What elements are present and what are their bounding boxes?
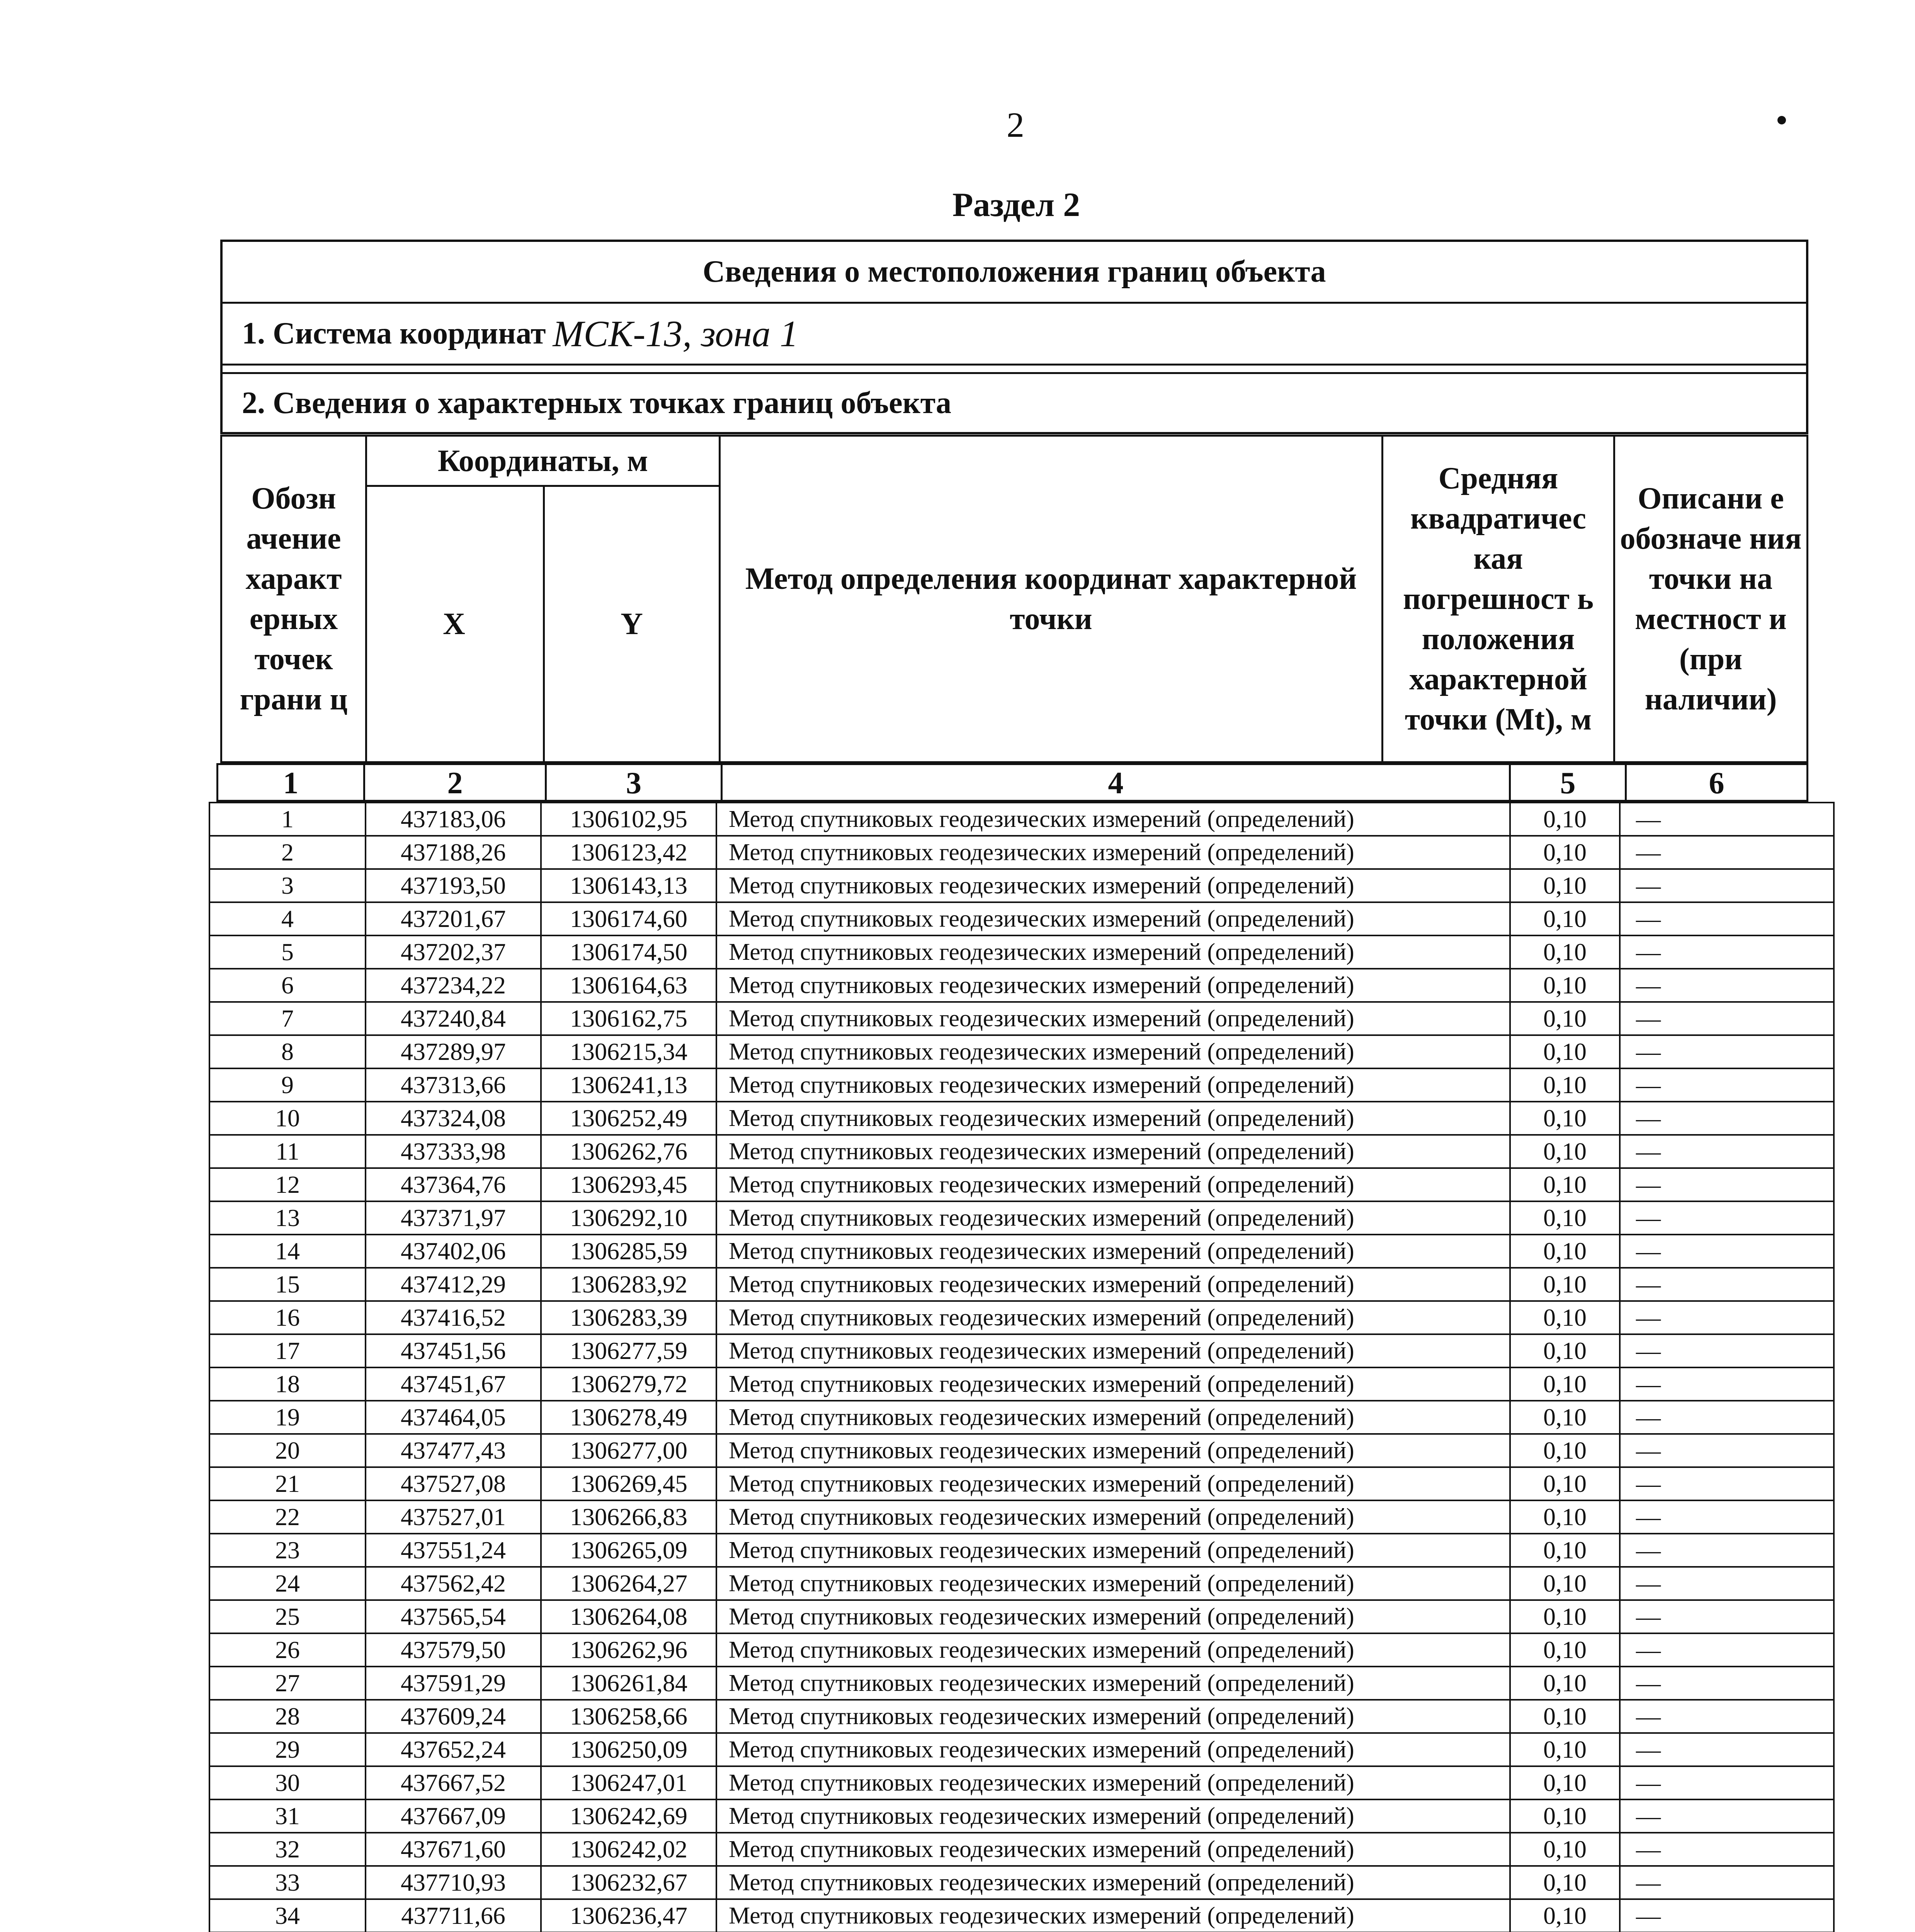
table-row — [209, 1367, 1834, 1401]
description-cell: — — [1620, 1567, 1834, 1600]
accuracy-cell: 0,10 — [1510, 1600, 1620, 1633]
point-number-cell: 27 — [209, 1667, 366, 1700]
x-coordinate-cell: 437412,29 — [366, 1268, 541, 1301]
page-number: 2 — [1007, 105, 1024, 145]
y-coordinate-cell: 1306269,45 — [541, 1467, 716, 1500]
description-cell: — — [1620, 1068, 1834, 1102]
method-cell: Метод спутниковых геодезических измерений (определений) — [716, 803, 1510, 836]
x-coordinate-cell: 437565,54 — [366, 1600, 541, 1633]
description-cell: — — [1620, 969, 1834, 1002]
accuracy-cell: 0,10 — [1510, 1567, 1620, 1600]
header-title: Сведения о местоположения границ объекта — [223, 242, 1806, 304]
x-coordinate-cell: 437416,52 — [366, 1301, 541, 1334]
description-cell: — — [1620, 902, 1834, 935]
y-coordinate-cell: 1306236,47 — [541, 1899, 716, 1932]
accuracy-cell: 0,10 — [1510, 1534, 1620, 1567]
point-number-cell: 28 — [209, 1700, 366, 1733]
point-number-cell: 2 — [209, 836, 366, 869]
x-coordinate-cell: 437671,60 — [366, 1833, 541, 1866]
accuracy-cell: 0,10 — [1510, 1334, 1620, 1367]
y-coordinate-cell: 1306174,60 — [541, 902, 716, 935]
accuracy-cell: 0,10 — [1510, 1667, 1620, 1700]
y-coordinate-cell: 1306250,09 — [541, 1733, 716, 1766]
y-coordinate-cell: 1306174,50 — [541, 935, 716, 969]
table-row — [209, 1401, 1834, 1434]
accuracy-cell: 0,10 — [1510, 1733, 1620, 1766]
table-row — [209, 1235, 1834, 1268]
point-number-cell: 3 — [209, 869, 366, 902]
col-number: 5 — [1560, 766, 1576, 800]
method-cell: Метод спутниковых геодезических измерений (определений) — [716, 1467, 1510, 1500]
accuracy-cell: 0,10 — [1510, 1401, 1620, 1434]
method-cell: Метод спутниковых геодезических измерений (определений) — [716, 1667, 1510, 1700]
method-cell: Метод спутниковых геодезических измерений (определений) — [716, 902, 1510, 935]
x-coordinate-cell: 437667,09 — [366, 1799, 541, 1833]
x-coordinate-cell: 437234,22 — [366, 969, 541, 1002]
y-coordinate-cell: 1306279,72 — [541, 1367, 716, 1401]
table-row — [209, 1168, 1834, 1201]
table-row — [209, 969, 1834, 1002]
description-cell: — — [1620, 1700, 1834, 1733]
point-number-cell: 13 — [209, 1201, 366, 1235]
accuracy-cell: 0,10 — [1510, 1301, 1620, 1334]
accuracy-cell: 0,10 — [1510, 1268, 1620, 1301]
y-coordinate-cell: 1306262,96 — [541, 1633, 716, 1667]
table-row — [209, 1733, 1834, 1766]
y-coordinate-cell: 1306143,13 — [541, 869, 716, 902]
accuracy-cell: 0,10 — [1510, 1467, 1620, 1500]
y-coordinate-cell: 1306261,84 — [541, 1667, 716, 1700]
accuracy-cell: 0,10 — [1510, 1135, 1620, 1168]
point-number-cell: 4 — [209, 902, 366, 935]
point-number-cell: 7 — [209, 1002, 366, 1035]
accuracy-cell: 0,10 — [1510, 969, 1620, 1002]
x-coordinate-cell: 437527,01 — [366, 1500, 541, 1534]
description-cell: — — [1620, 1135, 1834, 1168]
table-row — [209, 869, 1834, 902]
description-cell: — — [1620, 1534, 1834, 1567]
col-header-coords: Координаты, м — [437, 444, 648, 478]
coord-system-row — [223, 304, 1806, 366]
point-number-cell: 6 — [209, 969, 366, 1002]
point-number-cell: 31 — [209, 1799, 366, 1833]
points-table — [209, 802, 1835, 1932]
col-header-y: Y — [621, 607, 643, 641]
table-row — [209, 1500, 1834, 1534]
table-row — [209, 1766, 1834, 1799]
x-coordinate-cell: 437364,76 — [366, 1168, 541, 1201]
accuracy-cell: 0,10 — [1510, 1235, 1620, 1268]
point-number-cell: 26 — [209, 1633, 366, 1667]
column-number-row — [216, 763, 1808, 802]
table-row — [209, 836, 1834, 869]
method-cell: Метод спутниковых геодезических измерений (определений) — [716, 1733, 1510, 1766]
x-coordinate-cell: 437451,67 — [366, 1367, 541, 1401]
method-cell: Метод спутниковых геодезических измерений (определений) — [716, 1833, 1510, 1866]
table-row — [209, 1002, 1834, 1035]
accuracy-cell: 0,10 — [1510, 1002, 1620, 1035]
table-row — [209, 1833, 1834, 1866]
method-cell: Метод спутниковых геодезических измерений (определений) — [716, 1866, 1510, 1899]
y-coordinate-cell: 1306266,83 — [541, 1500, 716, 1534]
x-coordinate-cell: 437527,08 — [366, 1467, 541, 1500]
description-cell: — — [1620, 1833, 1834, 1866]
x-coordinate-cell: 437711,66 — [366, 1899, 541, 1932]
x-coordinate-cell: 437451,56 — [366, 1334, 541, 1367]
description-cell: — — [1620, 935, 1834, 969]
y-coordinate-cell: 1306292,10 — [541, 1201, 716, 1235]
description-cell: — — [1620, 836, 1834, 869]
method-cell: Метод спутниковых геодезических измерений (определений) — [716, 1700, 1510, 1733]
table-row — [209, 1102, 1834, 1135]
description-cell: — — [1620, 1235, 1834, 1268]
y-coordinate-cell: 1306293,45 — [541, 1168, 716, 1201]
accuracy-cell: 0,10 — [1510, 1766, 1620, 1799]
x-coordinate-cell: 437562,42 — [366, 1567, 541, 1600]
description-cell: — — [1620, 1035, 1834, 1068]
y-coordinate-cell: 1306242,02 — [541, 1833, 716, 1866]
x-coordinate-cell: 437667,52 — [366, 1766, 541, 1799]
point-number-cell: 20 — [209, 1434, 366, 1467]
y-coordinate-cell: 1306102,95 — [541, 803, 716, 836]
x-coordinate-cell: 437402,06 — [366, 1235, 541, 1268]
method-cell: Метод спутниковых геодезических измерений (определений) — [716, 1235, 1510, 1268]
accuracy-cell: 0,10 — [1510, 1700, 1620, 1733]
x-coordinate-cell: 437710,93 — [366, 1866, 541, 1899]
col-number: 1 — [283, 766, 299, 800]
y-coordinate-cell: 1306258,66 — [541, 1700, 716, 1733]
point-number-cell: 29 — [209, 1733, 366, 1766]
x-coordinate-cell: 437289,97 — [366, 1035, 541, 1068]
accuracy-cell: 0,10 — [1510, 1102, 1620, 1135]
table-row — [209, 1534, 1834, 1567]
y-coordinate-cell: 1306164,63 — [541, 969, 716, 1002]
y-coordinate-cell: 1306278,49 — [541, 1401, 716, 1434]
point-number-cell: 24 — [209, 1567, 366, 1600]
point-number-cell: 16 — [209, 1301, 366, 1334]
accuracy-cell: 0,10 — [1510, 935, 1620, 969]
y-coordinate-cell: 1306242,69 — [541, 1799, 716, 1833]
description-cell: — — [1620, 1367, 1834, 1401]
point-number-cell: 34 — [209, 1899, 366, 1932]
section-title: Раздел 2 — [952, 186, 1080, 224]
description-cell: — — [1620, 1600, 1834, 1633]
col-header-method: Метод определения координат характерной точки — [745, 562, 1357, 636]
x-coordinate-cell: 437609,24 — [366, 1700, 541, 1733]
table-row — [209, 1334, 1834, 1367]
method-cell: Метод спутниковых геодезических измерений (определений) — [716, 1367, 1510, 1401]
x-coordinate-cell: 437324,08 — [366, 1102, 541, 1135]
col-number: 3 — [626, 766, 641, 800]
accuracy-cell: 0,10 — [1510, 1899, 1620, 1932]
method-cell: Метод спутниковых геодезических измерений (определений) — [716, 836, 1510, 869]
table-row — [209, 1567, 1834, 1600]
table-row — [209, 1201, 1834, 1235]
point-number-cell: 8 — [209, 1035, 366, 1068]
col-number: 2 — [447, 766, 463, 800]
x-coordinate-cell: 437464,05 — [366, 1401, 541, 1434]
y-coordinate-cell: 1306265,09 — [541, 1534, 716, 1567]
description-cell: — — [1620, 1301, 1834, 1334]
description-cell: — — [1620, 1268, 1834, 1301]
accuracy-cell: 0,10 — [1510, 1068, 1620, 1102]
accuracy-cell: 0,10 — [1510, 1035, 1620, 1068]
table-row — [209, 803, 1834, 836]
x-coordinate-cell: 437202,37 — [366, 935, 541, 969]
x-coordinate-cell: 437313,66 — [366, 1068, 541, 1102]
point-number-cell: 12 — [209, 1168, 366, 1201]
y-coordinate-cell: 1306252,49 — [541, 1102, 716, 1135]
method-cell: Метод спутниковых геодезических измерений (определений) — [716, 1500, 1510, 1534]
y-coordinate-cell: 1306162,75 — [541, 1002, 716, 1035]
method-cell: Метод спутниковых геодезических измерений (определений) — [716, 935, 1510, 969]
description-cell: — — [1620, 803, 1834, 836]
method-cell: Метод спутниковых геодезических измерений (определений) — [716, 869, 1510, 902]
x-coordinate-cell: 437579,50 — [366, 1633, 541, 1667]
y-coordinate-cell: 1306283,39 — [541, 1301, 716, 1334]
col-number: 6 — [1709, 766, 1725, 800]
method-cell: Метод спутниковых геодезических измерений (определений) — [716, 1102, 1510, 1135]
y-coordinate-cell: 1306232,67 — [541, 1866, 716, 1899]
table-row — [209, 1135, 1834, 1168]
col-header-x: X — [443, 607, 465, 641]
method-cell: Метод спутниковых геодезических измерений (определений) — [716, 1268, 1510, 1301]
x-coordinate-cell: 437591,29 — [366, 1667, 541, 1700]
point-number-cell: 21 — [209, 1467, 366, 1500]
y-coordinate-cell: 1306277,59 — [541, 1334, 716, 1367]
col-header-point: Обозн ачение характ ерных точек грани ц — [240, 481, 348, 716]
accuracy-cell: 0,10 — [1510, 1201, 1620, 1235]
x-coordinate-cell: 437201,67 — [366, 902, 541, 935]
y-coordinate-cell: 1306262,76 — [541, 1135, 716, 1168]
description-cell: — — [1620, 1334, 1834, 1367]
x-coordinate-cell: 437371,97 — [366, 1201, 541, 1235]
accuracy-cell: 0,10 — [1510, 1500, 1620, 1534]
point-number-cell: 9 — [209, 1068, 366, 1102]
point-number-cell: 15 — [209, 1268, 366, 1301]
x-coordinate-cell: 437477,43 — [366, 1434, 541, 1467]
table-header — [220, 435, 1808, 763]
description-cell: — — [1620, 1799, 1834, 1833]
table-row — [209, 1434, 1834, 1467]
method-cell: Метод спутниковых геодезических измерений (определений) — [716, 969, 1510, 1002]
x-coordinate-cell: 437652,24 — [366, 1733, 541, 1766]
table-row — [209, 1268, 1834, 1301]
method-cell: Метод спутниковых геодезических измерений (определений) — [716, 1068, 1510, 1102]
y-coordinate-cell: 1306264,08 — [541, 1600, 716, 1633]
y-coordinate-cell: 1306123,42 — [541, 836, 716, 869]
description-cell: — — [1620, 1866, 1834, 1899]
description-cell: — — [1620, 869, 1834, 902]
accuracy-cell: 0,10 — [1510, 1367, 1620, 1401]
point-number-cell: 30 — [209, 1766, 366, 1799]
x-coordinate-cell: 437188,26 — [366, 836, 541, 869]
table-row — [209, 1600, 1834, 1633]
x-coordinate-cell: 437193,50 — [366, 869, 541, 902]
point-number-cell: 33 — [209, 1866, 366, 1899]
description-cell: — — [1620, 1733, 1834, 1766]
y-coordinate-cell: 1306264,27 — [541, 1567, 716, 1600]
point-number-cell: 22 — [209, 1500, 366, 1534]
description-cell: — — [1620, 1667, 1834, 1700]
table-row — [209, 1799, 1834, 1833]
description-cell: — — [1620, 1168, 1834, 1201]
y-coordinate-cell: 1306285,59 — [541, 1235, 716, 1268]
accuracy-cell: 0,10 — [1510, 902, 1620, 935]
method-cell: Метод спутниковых геодезических измерений (определений) — [716, 1035, 1510, 1068]
point-number-cell: 32 — [209, 1833, 366, 1866]
description-cell: — — [1620, 1002, 1834, 1035]
table-row — [209, 1667, 1834, 1700]
method-cell: Метод спутниковых геодезических измерений (определений) — [716, 1334, 1510, 1367]
y-coordinate-cell: 1306283,92 — [541, 1268, 716, 1301]
method-cell: Метод спутниковых геодезических измерений (определений) — [716, 1401, 1510, 1434]
point-number-cell: 14 — [209, 1235, 366, 1268]
y-coordinate-cell: 1306247,01 — [541, 1766, 716, 1799]
table-row — [209, 935, 1834, 969]
method-cell: Метод спутниковых геодезических измерений (определений) — [716, 1567, 1510, 1600]
x-coordinate-cell: 437333,98 — [366, 1135, 541, 1168]
method-cell: Метод спутниковых геодезических измерений (определений) — [716, 1899, 1510, 1932]
point-number-cell: 17 — [209, 1334, 366, 1367]
document-header — [220, 240, 1808, 434]
description-cell: — — [1620, 1899, 1834, 1932]
description-cell: — — [1620, 1434, 1834, 1467]
accuracy-cell: 0,10 — [1510, 869, 1620, 902]
method-cell: Метод спутниковых геодезических измерений (определений) — [716, 1633, 1510, 1667]
accuracy-cell: 0,10 — [1510, 1434, 1620, 1467]
x-coordinate-cell: 437240,84 — [366, 1002, 541, 1035]
accuracy-cell: 0,10 — [1510, 1866, 1620, 1899]
accuracy-cell: 0,10 — [1510, 1833, 1620, 1866]
coord-system-label: 1. Система координат — [242, 316, 546, 350]
table-row — [209, 1467, 1834, 1500]
method-cell: Метод спутниковых геодезических измерений (определений) — [716, 1434, 1510, 1467]
description-cell: — — [1620, 1500, 1834, 1534]
accuracy-cell: 0,10 — [1510, 1168, 1620, 1201]
point-number-cell: 23 — [209, 1534, 366, 1567]
description-cell: — — [1620, 1102, 1834, 1135]
accuracy-cell: 0,10 — [1510, 1799, 1620, 1833]
method-cell: Метод спутниковых геодезических измерений (определений) — [716, 1002, 1510, 1035]
method-cell: Метод спутниковых геодезических измерений (определений) — [716, 1534, 1510, 1567]
point-number-cell: 1 — [209, 803, 366, 836]
y-coordinate-cell: 1306215,34 — [541, 1035, 716, 1068]
points-section-title: 2. Сведения о характерных точках границ объекта — [242, 386, 952, 420]
col-number: 4 — [1108, 766, 1124, 800]
x-coordinate-cell: 437183,06 — [366, 803, 541, 836]
table-row — [209, 1866, 1834, 1899]
description-cell: — — [1620, 1401, 1834, 1434]
point-number-cell: 25 — [209, 1600, 366, 1633]
description-cell: — — [1620, 1766, 1834, 1799]
method-cell: Метод спутниковых геодезических измерений (определений) — [716, 1201, 1510, 1235]
coord-system-value: МСК-13, зона 1 — [553, 313, 799, 354]
table-row — [209, 1068, 1834, 1102]
col-header-description: Описани е обозначе ния точки на местност и (при наличии) — [1620, 481, 1802, 716]
point-number-cell: 18 — [209, 1367, 366, 1401]
y-coordinate-cell: 1306277,00 — [541, 1434, 716, 1467]
accuracy-cell: 0,10 — [1510, 803, 1620, 836]
col-header-accuracy: Средняя квадратичес кая погрешност ь положения характерной точки (Mt), м — [1403, 461, 1594, 736]
method-cell: Метод спутниковых геодезических измерений (определений) — [716, 1799, 1510, 1833]
description-cell: — — [1620, 1633, 1834, 1667]
point-number-cell: 19 — [209, 1401, 366, 1434]
point-number-cell: 11 — [209, 1135, 366, 1168]
point-number-cell: 5 — [209, 935, 366, 969]
header-spacer — [223, 366, 1806, 374]
point-number-cell: 10 — [209, 1102, 366, 1135]
method-cell: Метод спутниковых геодезических измерений (определений) — [716, 1301, 1510, 1334]
page-dot-mark — [1777, 116, 1786, 124]
table-row — [209, 1301, 1834, 1334]
method-cell: Метод спутниковых геодезических измерений (определений) — [716, 1135, 1510, 1168]
table-row — [209, 1633, 1834, 1667]
table-row — [209, 1035, 1834, 1068]
table-row — [209, 902, 1834, 935]
method-cell: Метод спутниковых геодезических измерений (определений) — [716, 1168, 1510, 1201]
method-cell: Метод спутниковых геодезических измерений (определений) — [716, 1600, 1510, 1633]
description-cell: — — [1620, 1467, 1834, 1500]
x-coordinate-cell: 437551,24 — [366, 1534, 541, 1567]
points-table-body — [209, 803, 1834, 1932]
table-row — [209, 1700, 1834, 1733]
description-cell: — — [1620, 1201, 1834, 1235]
accuracy-cell: 0,10 — [1510, 836, 1620, 869]
method-cell: Метод спутниковых геодезических измерений (определений) — [716, 1766, 1510, 1799]
accuracy-cell: 0,10 — [1510, 1633, 1620, 1667]
table-row — [209, 1899, 1834, 1932]
y-coordinate-cell: 1306241,13 — [541, 1068, 716, 1102]
